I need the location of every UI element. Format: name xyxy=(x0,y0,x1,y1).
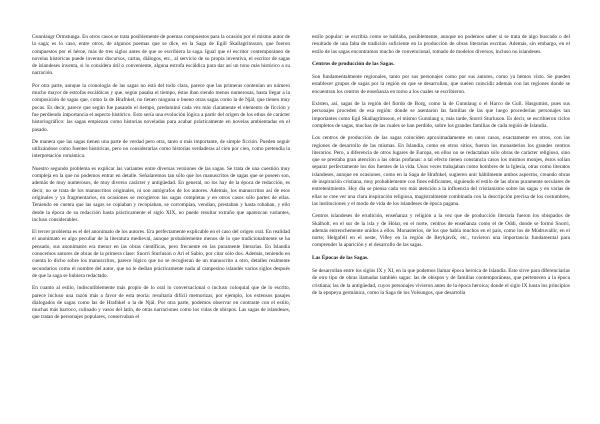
paragraph: Centros islandeses de erudición, enseñanza y religión a la vez que de producción literaria fueron los obispados de Skálholt, en el sur de la isla y de Hólar, en el norte, centros de enseñanza como el de Oddi, donde se formó Snorri, además entrenchemente unidos a ellos. Monasterios, de los que había muchos en el país, como los de Múdruvallir, en el norte; Helgafell en el oeste, Viðey en la región de Reykjavík, etc., tuvieron una importancia fundamental para comprender la aparición y el desarrollo de las sagas. xyxy=(312,213,570,249)
paragraph: En cuanto al estilo, indiscutiblemente más propio de lo oral lo conversacional o incluso coloquial que de lo escrito, parece incluso una razón más a favor de esta teoría: resultaría difícil memorizar, por ejemplo, los extensos pasajes dialogados de sagas como las de Hrafnkel o la de Njál. Por otra parte, podemos observar en contraste con el estilo, muchas más barroco, culinado y vasos del latín, de otras narraciones como los vidas de obispos. Las sagas de islandeses, que tratan de personajes populares, conservaban el xyxy=(32,285,290,321)
paragraph: Por otra parte, aunque la cronología de las sagas no está del todo clara, parece que las primeras contenían un número mucho mayor de estrofas escáldicas y que, según pasaba el tiempo, éstas iban siendo menos numerosas, hasta llegar a la composición de sagas que, como la de Hrafnkel, no tienen ninguna o bueno otras sagas como la de Njál, que tienen muy pocas. Es decir, parece que según fue pasando el tiempo, predominó cada vez más claramente el elemento de ficción y fue perdiendo importancia el aspecto histórico. Esto sería una evolución lógica a partir del origen de los ethos de carácter historiográfico: las sagas empiezan como historias noveladas para acabar prácticamente en novelas ambientadas en el pasado. xyxy=(32,82,290,133)
paragraph: Los centros de producción de las sagas coinciden aproximadamente en unos casos, exactamente en otros, con las regiones de desarrollo de las mismas. En Islandia, como en otros sitios, fueron los monasterios los grandes centros literarios. Pero, a diferencia de otros lugares de Europa, en ellos no se redactaban sólo obras de carácter religioso, sino que se prestaba gran atención a las obras profanas: a tal efecto tienen constancia casos los mismos monjes, éstos solían separar perfectamente los dos fuentes de la vida. Unos veces trabajaban como hombres de la Iglesia, otras como literatos islandeses, aunque en ocasiones, como en la Saga de Hrafnkel, sugieren unir hábilmente ambos aspectos, creando obras de inspiración cristiana, muy probablemente con fines edificantes, siguiendo el estilo de las obras puramente seculares de entretenimiento. Hoy día se piensa cada vez más atención a la influencia del cristianismo sobre las sagas y en varias de ellas se cree ver una clara inspiración religiosa, magistralmente combinada con la descripción precisa de los costumbres, las instituciones y el modo de vida de los islandeses de época pagana. xyxy=(312,135,570,207)
left-column xyxy=(32,0,290,424)
section-heading: Las Épocas de las Sagas. xyxy=(312,254,369,261)
paragraph: Son fundamentalmente regionales, tanto por sus personajes como por sus autores, como ya hemos visto. Se pueden establecer grupos de sagas por la región en que se desarrollan, que suelen coincidir además con las regiones donde se encuentran los centros de enseñanza en torno a los cuales se escribieron. xyxy=(312,74,570,95)
section-heading: Centros de producción de las Sagas. xyxy=(312,60,395,67)
paragraph: Nuestro segundo problema es explicar las variantes entre diversas versiones de las sagas. Se trata de una cuestión muy compleja en la que no podemos entrar en detalle. Señalaremos tan sólo que los manuscritos de sagas que se poseen son, además de muy numerosos, de muy diverso carácter y antigüedad. En general, no los hay de la época de redacción, es decir, no se trata de los manuscritos originales, ni son autógrafos de los autores. Además, los manuscritos así de esos originales y ya fragmentarios, en ocasiones se recogieron las sagas completas y en otros casos sólo partes de ellas. Teniendo en cuenta que las sagas se copiaban y recopiaban, se corrompían, vendían, prestaban y hasta robaban, y ello desde la época de su redacción hasta prácticamente el siglo XIX, no puede resultar extraño que aparezcan variantes, incluso considerables. xyxy=(32,165,290,223)
paragraph: estilo popular: se escribía como se hablaba, posiblemente, aunque no podemos saber si se trata de algo buscado o del resultado de una falta de tradición suficiente en la producción de obras literarias escritas. Además, sin embargo, en el estilo de las sagas encontramos mucho de convencional, tomado de modelos diversos, incluso no islandeses. xyxy=(312,34,570,55)
paragraph: El tercer problema es el del anonimato de los autores. Era perfectamente explicable en el caso del origen oral. En realidad el anonimato es algo peculiar de la literatura medieval, aunque probablemente menos de lo que tradicionalmente se ha pensado, sus anonimatos era menor en las obras científicas, pero frecuente en las puramente literarias. En Islandia conocemos autores de obras de la primera clase: Snorri Sturluson o Ari el Sabio, por citar sólo dos. Además, teniendo en cuenta lo dicho sobre los manuscritos, parece lógico que no se recogieran de un manuscrito a otro, detalles realmente secundarios como el nombre del autor, que no le dedian prácticamente nada al campesino islandés varios siglos después de que la saga se hubiera redactado. xyxy=(32,229,290,279)
paragraph: Gunnlaugr Ormstunga. En otros casos se trata posiblemente de poemas compuestos para la ocasión por el mismo autor de la saga; es lo caso, entre otros, de algunos poemas que se dice, en la Saga de Egill Skallagrímsson, que fueron compuestos por el héroe, más de tres siglos antes de que se escribiera la saga. Igual que el escritor contemporáneo de novelas históricas puede inventar discursos, cartas, diálogos, etc., al servicio de su propia inventiva, el escritor de sagas de islandeses inventa, si lo considera útil o conveniente, alguna estrofa escáldica para dar así un tono más histórico a su narración. xyxy=(32,34,290,77)
paragraph: Existen, así, sagas de la región del fiordo de Borg, como la de Gunnlaug o el Harco de Gull. Hasgumist, pues sus personajes proceden de esa región: donde se asentaron las familias de las que luego procederían personajes tan importantes como Egil Skallagrímsson, el mismo Gunnlaug o, más tarde, Snorri Sturluson. Es decir, se escribieron ciclos completos de sagas, muchas de las cuales se han perdido, sobre los grandes familias de cada región de Islandia. xyxy=(312,101,570,129)
right-column xyxy=(312,0,570,424)
paragraph: De manera que las sagas tienen una parte de verdad pero otra, tanto o más importante, de simple ficción. Pueden seguir utilizándose como fuentes históricas, pero no considerarlas como historias verdaderas al cien por cien, como pretendía la interpretación romántica. xyxy=(32,138,290,160)
paragraph: Se desarrollan entre los siglos IX y XI, en la que podemos llamar época heroica de Islandia. Esto sirve para diferenciarlas de otro tipo de obras llamadas también sagas: las de obispos y de familias contemporáneas, que pertenecen a la época cristiana; las de la antigüedad, cuyos personajes vivieron antes de la época heroica; donde el siglo IX hasta los principios de la epopeya germánica, como la Saga de los Volsungos, que desarrolla xyxy=(312,268,570,296)
